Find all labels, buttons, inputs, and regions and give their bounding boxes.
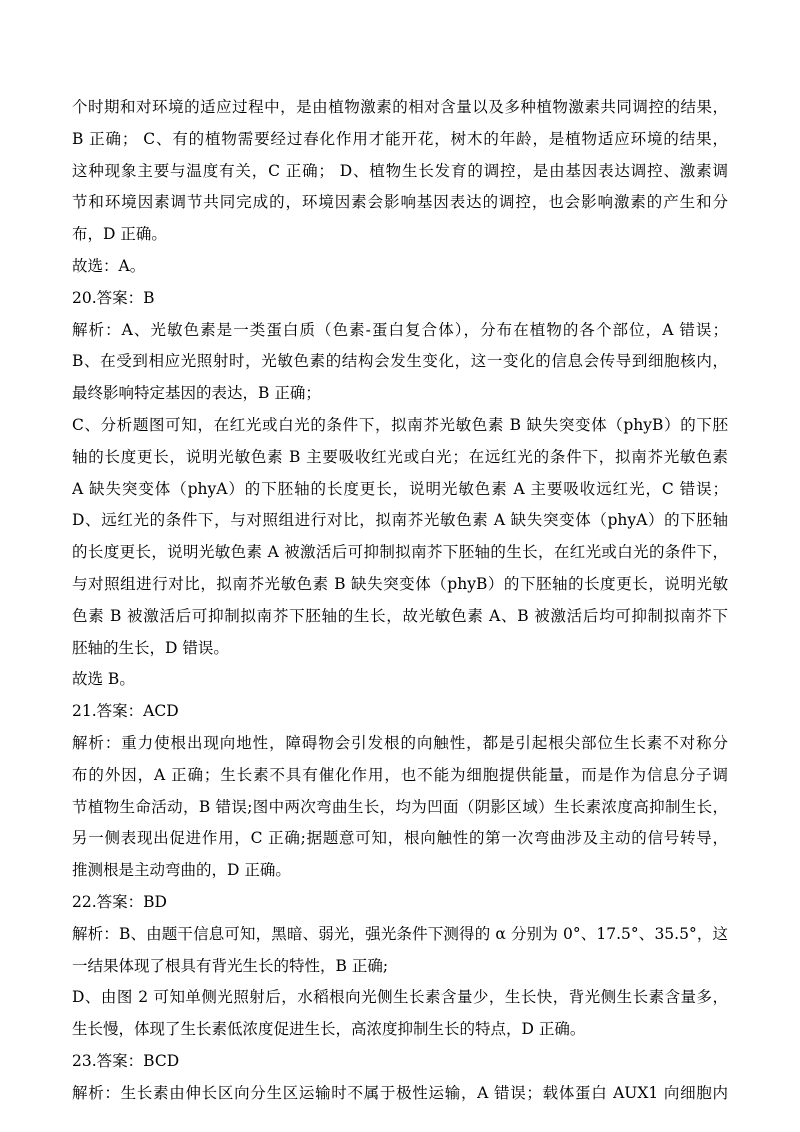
text-line: 解析：B、由题干信息可知，黑暗、弱光，强光条件下测得的 α 分别为 0°、17.5°、35.5°，这 xyxy=(72,924,728,943)
text-line: 推测根是主动弯曲的，D 正确。 xyxy=(72,861,291,880)
text-line: 节和环境因素调节共同完成的，环境因素会影响基因表达的调控，也会影响激素的产生和分 xyxy=(72,193,728,212)
text-line: 胚轴的生长，D 错误。 xyxy=(72,638,229,657)
text-line: 解析：生长素由伸长区向分生区运输时不属于极性运输，A 错误；载体蛋白 AUX1 向细胞内 xyxy=(72,1083,728,1102)
text-line: C、分析题图可知，在红光或白光的条件下，拟南芥光敏色素 B 缺失突变体（phyB）的下胚 xyxy=(72,415,728,434)
text-line: 布，D 正确。 xyxy=(72,225,167,244)
text-line: 生长慢，体现了生长素低浓度促进生长，高浓度抑制生长的特点，D 正确。 xyxy=(72,1020,586,1039)
text-line: 个时期和对环境的适应过程中，是由植物激素的相对含量以及多种植物激素共同调控的结果， xyxy=(72,98,728,116)
text-line: B、在受到相应光照射时，光敏色素的结构会发生变化，这一变化的信息会传导到细胞核内， xyxy=(72,352,728,371)
text-line: 轴的长度更长，说明光敏色素 B 主要吸收红光或白光；在远红光的条件下，拟南芥光敏色素 xyxy=(72,447,728,466)
text-line: D、远红光的条件下，与对照组进行对比，拟南芥光敏色素 A 缺失突变体（phyA）的下胚轴 xyxy=(72,511,728,530)
answer-heading: 21.答案：ACD xyxy=(72,702,179,721)
conclusion-line: 故选：A。 xyxy=(72,256,146,275)
text-line: 布的外因，A 正确；生长素不具有催化作用，也不能为细胞提供能量，而是作为信息分子调 xyxy=(72,765,728,784)
text-line: 解析：A、光敏色素是一类蛋白质（色素-蛋白复合体），分布在植物的各个部位，A 错误； xyxy=(72,320,728,339)
text-line: 解析：重力使根出现向地性，障碍物会引发根的向触性，都是引起根尖部位生长素不对称分 xyxy=(72,733,728,752)
answer-heading: 22.答案：BD xyxy=(72,892,167,911)
text-line: B 正确； C、有的植物需要经过春化作用才能开花，树木的年龄，是植物适应环境的结果， xyxy=(72,129,728,148)
text-line: 节植物生命活动，B 错误;图中两次弯曲生长，均为凹面（阴影区域）生长素浓度高抑制生长， xyxy=(72,797,728,816)
text-line: 另一侧表现出促进作用，C 正确;据题意可知，根向触性的第一次弯曲涉及主动的信号转导， xyxy=(72,829,728,848)
text-line: D、由图 2 可知单侧光照射后，水稻根向光侧生长素含量少，生长快，背光侧生长素含量多， xyxy=(72,988,728,1007)
text-line: 色素 B 被激活后可抑制拟南芥下胚轴的生长，故光敏色素 A、B 被激活后均可抑制拟南芥下 xyxy=(72,606,728,625)
text-line: A 缺失突变体（phyA）的下胚轴的长度更长，说明光敏色素 A 主要吸收远红光，C 错误； xyxy=(72,479,728,498)
text-line: 这种现象主要与温度有关，C 正确； D、植物生长发育的调控，是由基因表达调控、激素调 xyxy=(72,161,728,180)
answer-heading: 20.答案：B xyxy=(72,288,155,307)
answer-heading: 23.答案：BCD xyxy=(72,1051,180,1070)
text-line: 的长度更长，说明光敏色素 A 被激活后可抑制拟南芥下胚轴的生长，在红光或白光的条件下， xyxy=(72,543,728,562)
conclusion-line: 故选 B。 xyxy=(72,670,135,689)
text-line: 一结果体现了根具有背光生长的特性，B 正确; xyxy=(72,956,389,975)
text-line: 与对照组进行对比，拟南芥光敏色素 B 缺失突变体（phyB）的下胚轴的长度更长，说明光敏 xyxy=(72,574,728,593)
text-line: 最终影响特定基因的表达，B 正确； xyxy=(72,384,321,403)
